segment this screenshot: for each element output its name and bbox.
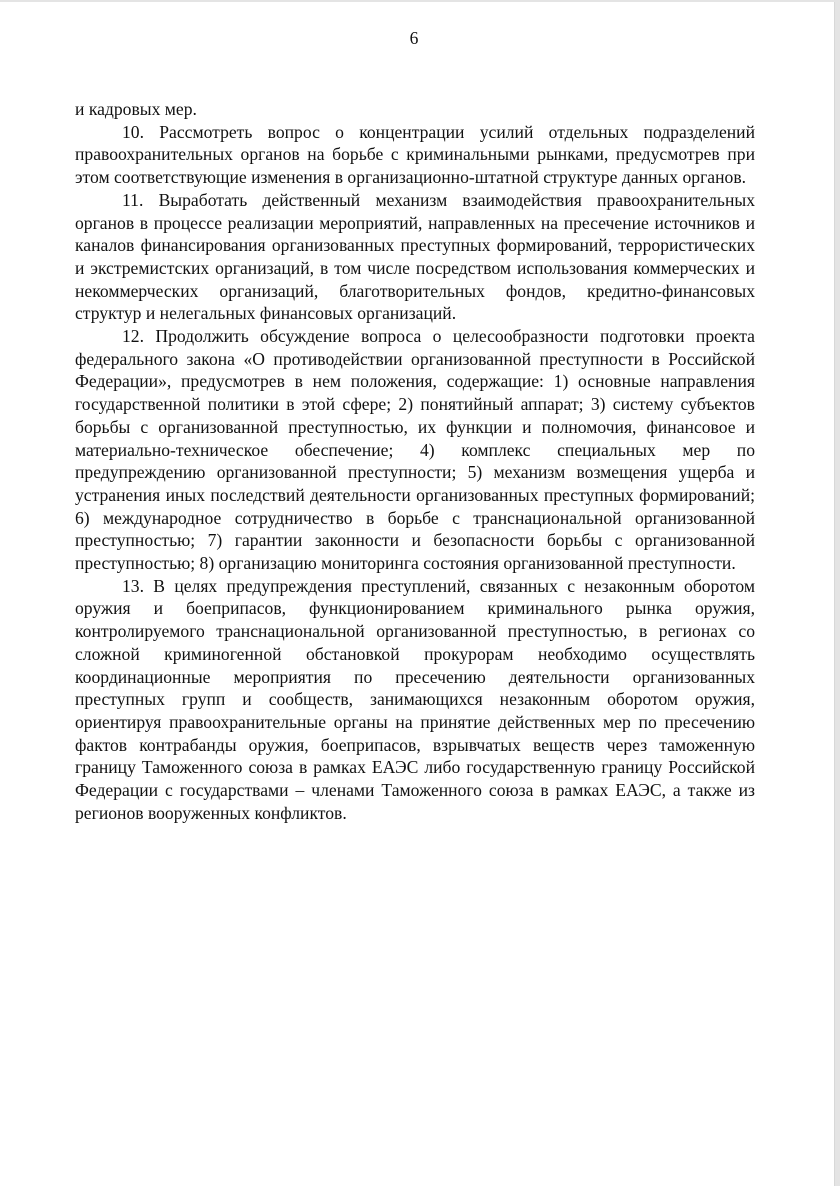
paragraph-item-12: 12. Продолжить обсуждение вопроса о целесообразности подготовки проекта федерального закона «О противодействии организованной преступности в Российской Федерации», предусмотрев в нем положения, содержащие: 1) основные направления государственной политики в этой сфере; 2) понятийный аппарат; 3) систему субъектов борьбы с организованной преступностью, их функции и полномочия, финансовое и материально-техническое обеспечение; 4) комплекс специальных мер по предупреждению организованной преступности; 5) механизм возмещения ущерба и устранения иных последствий деятельности организованных преступных формирований; 6) международное сотрудничество в борьбе с транснациональной организованной преступностью; 7) гарантии законности и безопасности борьбы с организованной преступностью; 8) организацию мониторинга состояния организованной преступности. <box>75 326 755 574</box>
paragraph-continuation: и кадровых мер. <box>75 99 197 119</box>
paragraph-item-11: 11. Выработать действенный механизм взаимодействия правоохранительных органов в процессе реализации мероприятий, направленных на пресечение источников и каналов финансирования организованных преступных формирований, террористических и экстремистских организаций, в том числе посредством использования коммерческих и некоммерческих организаций, благотворительных фондов, кредитно-финансовых структур и нелегальных финансовых организаций. <box>75 189 755 324</box>
paragraph-item-10: 10. Рассмотреть вопрос о концентрации усилий отдельных подразделений правоохранительных органов на борьбе с криминальными рынками, предусмотрев при этом соответствующие изменения в организационно-штатной структуре данных органов. <box>75 121 755 188</box>
page-number: 6 <box>409 28 419 48</box>
document-body <box>75 98 755 825</box>
document-page <box>0 2 834 1186</box>
paragraph-item-13: 13. В целях предупреждения преступлений, связанных с незаконным оборотом оружия и боеприпасов, функционированием криминального рынка оружия, контролируемого транснациональной организованной преступностью, в регионах со сложной криминогенной обстановкой прокурорам необходимо осуществлять координационные мероприятия по пресечению деятельности организованных преступных групп и сообществ, занимающихся незаконным оборотом оружия, ориентируя правоохранительные органы на принятие действенных мер по пресечению фактов контрабанды оружия, боеприпасов, взрывчатых веществ через таможенную границу Таможенного союза в рамках ЕАЭС либо государственную границу Российской Федерации с государствами – членами Таможенного союза в рамках ЕАЭС, а также из регионов вооруженных конфликтов. <box>75 575 755 823</box>
